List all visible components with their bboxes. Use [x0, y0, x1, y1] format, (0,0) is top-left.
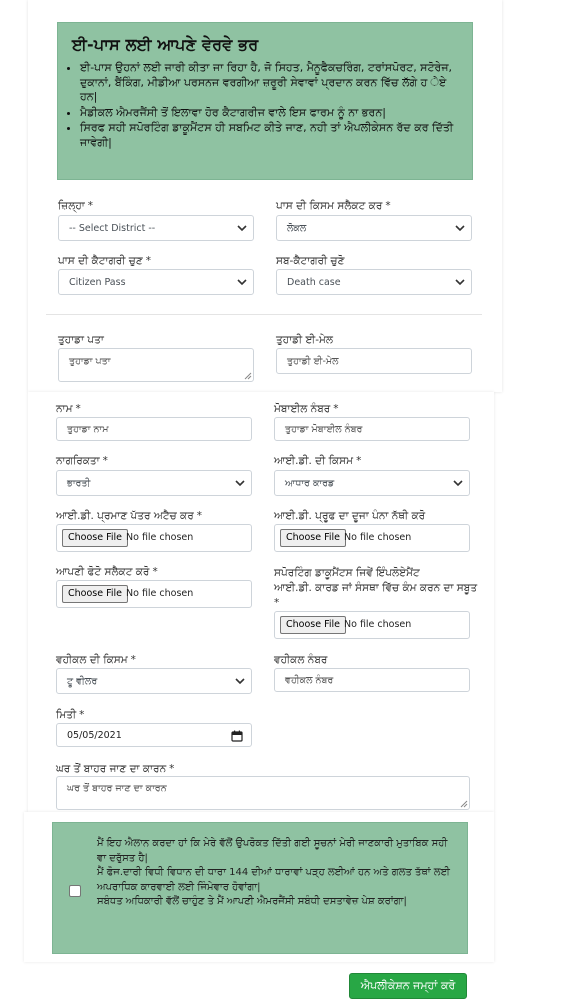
- notice-point: • ਸਿਰਫ ਸਹੀ ਸਪੋਰਟਿੰਗ ਡਾਕੂਮੈਂਟਸ ਹੀ ਸਬਮਿਟ ਕੀਤੇ ਜਾਣ, ਨਹੀ ਤਾਂ ਐਪਲੀਕੇਸਨ ਰੱਦ ਕਰ ਦਿੱਤੀ ਜਾਵੇਗੀ|: [80, 121, 466, 150]
- pass-type-label: ਪਾਸ ਦੀ ਕਿਸਮ ਸਲੈਕਟ ਕਰ *: [276, 200, 391, 212]
- vehicle-type-label: ਵਹੀਕਲ ਦੀ ਕਿਸਮ *: [56, 654, 136, 666]
- chevron-down-icon: [455, 277, 465, 287]
- pass-type-select-value: ਲੋਕਲ: [287, 223, 307, 234]
- pass-category-select[interactable]: [58, 269, 254, 295]
- date-label: ਮਿਤੀ *: [56, 709, 85, 721]
- section-divider: [46, 314, 482, 315]
- id-proof-file-input[interactable]: [56, 524, 252, 552]
- district-label: ਜ਼ਿਲ੍ਹਾ *: [58, 200, 94, 212]
- calendar-icon[interactable]: [231, 730, 243, 742]
- declaration-line: ਸਬੰਧਤ ਅਧਿਕਾਰੀ ਵੱਲੋਂ ਚਾਹੁੰਣ ਤੇ ਮੈਂ ਆਪਣੀ ਐਮਰਜੈਂਸੀ ਸਬੰਧੀ ਦਸਤਾਵੇਜ਼ ਪੇਸ਼ ਕਰਾਂਗਾ|: [97, 896, 407, 907]
- file-status: No file chosen: [126, 532, 194, 543]
- declaration-line: ਮੈਂ ਫੋਜ.ਦਾਰੀ ਵਿਧੀ ਵਿਧਾਨ ਦੀ ਧਾਰਾ 144 ਦੀਆਂ ਧਾਰਾਵਾਂ ਪੜ੍ਹ ਲਈਆਂ ਹਨ ਅਤੇ ਗਲਤ ਤੱਥਾਂ ਲਈ ਅਪਰਾਧਿਕ ਕਾਰਵਾਈ ਲਈ ਜਿੰਮੇਵਾਰ ਹੋਵਾਂਗਾ|: [97, 867, 450, 893]
- vehicle-type-select-value: ਟੂ ਵੀਲਰ: [67, 676, 98, 687]
- file-status: No file chosen: [126, 588, 194, 599]
- declaration-box: [52, 822, 468, 954]
- name-field[interactable]: [56, 417, 252, 441]
- id-back-label: ਆਈ.ਡੀ. ਪ੍ਰੂਫ ਦਾ ਦੂਜਾ ਪੰਨਾ ਨੱਥੀ ਕਰੋ: [274, 510, 426, 522]
- support-doc-label: ਸਪੋਰਟਿੰਗ ਡਾਕੂਮੈਂਟਸ ਜਿਵੇਂ ਇੰਪਲੋਏਮੈਂਟ ਆਈ.ਡੀ. ਕਾਰਡ ਜਾਂ ਸੰਸਥਾ ਵਿੱਚ ਕੰਮ ਕਰਨ ਦਾ ਸਬੂਤ *: [274, 567, 478, 609]
- submit-application-button[interactable]: ਐਪਲੀਕੇਸ਼ਨ ਜਮ੍ਹਾਂ ਕਰੋ: [349, 973, 467, 999]
- sub-category-select-value: Death case: [287, 277, 341, 288]
- choose-file-button[interactable]: Choose File: [280, 529, 346, 547]
- email-field[interactable]: [276, 348, 472, 374]
- chevron-down-icon: [237, 223, 247, 233]
- chevron-down-icon: [453, 478, 463, 488]
- sub-category-select[interactable]: [276, 269, 472, 295]
- date-value: 05/05/2021: [67, 730, 122, 741]
- notice-point: • ਮੈਡੀਕਲ ਐਮਰਜੈਂਸੀ ਤੋਂ ਇਲਾਵਾ ਹੋਰ ਕੈਟਾਗਰੀਜ ਵਾਲੇ ਇਸ ਫਾਰਮ ਨੂੰ ਨਾ ਭਰਨ|: [80, 106, 466, 121]
- choose-file-button[interactable]: Choose File: [62, 529, 128, 547]
- name-placeholder: ਤੁਹਾਡਾ ਨਾਮ: [67, 424, 109, 435]
- photo-label: ਆਪਣੀ ਫੋਟੋ ਸਲੈਕਟ ਕਰੋ *: [56, 566, 158, 578]
- reason-label: ਘਰ ਤੋਂ ਬਾਹਰ ਜਾਣ ਦਾ ਕਾਰਨ *: [56, 763, 175, 775]
- mobile-label: ਮੋਬਾਈਲ ਨੰਬਰ *: [274, 403, 339, 415]
- pass-type-select[interactable]: [276, 215, 472, 241]
- sub-category-label: ਸਬ-ਕੈਟਾਗਰੀ ਚੁਣੋ: [276, 255, 345, 267]
- vehicle-type-select[interactable]: [56, 668, 252, 694]
- file-status: No file chosen: [344, 619, 412, 630]
- vehicle-number-field[interactable]: [274, 668, 470, 692]
- pass-category-label: ਪਾਸ ਦੀ ਕੈਟਾਗਰੀ ਚੁਣ *: [58, 255, 151, 267]
- id-type-label: ਆਈ.ਡੀ. ਦੀ ਕਿਸਮ *: [274, 455, 362, 467]
- declaration-text: [97, 837, 457, 910]
- id-back-file-input[interactable]: [274, 524, 470, 552]
- photo-file-input[interactable]: [56, 580, 252, 608]
- choose-file-button[interactable]: Choose File: [62, 585, 128, 603]
- resize-handle-icon[interactable]: [244, 372, 252, 380]
- reason-textarea[interactable]: [56, 776, 470, 810]
- email-placeholder: ਤੁਹਾਡੀ ਈ-ਮੇਲ: [287, 356, 339, 367]
- id-type-select[interactable]: [274, 470, 470, 496]
- id-proof-label: ਆਈ.ਡੀ. ਪ੍ਰਮਾਣ ਪੱਤਰ ਅਟੈਚ ਕਰ *: [56, 510, 202, 522]
- file-status: No file chosen: [344, 532, 412, 543]
- vehicle-number-placeholder: ਵਹੀਕਲ ਨੰਬਰ: [285, 675, 334, 686]
- notice-point: • ਈ-ਪਾਸ ਉਹਨਾਂ ਲਈ ਜਾਰੀ ਕੀਤਾ ਜਾ ਰਿਹਾ ਹੈ, ਜੋ ਸਿਹਤ, ਮੈਨੂਫੈਕਚਰਿੰਗ, ਟਰਾਂਸਪੋਰਟ, ਸਟੋਰੇਜ, ਦੁਕਾਨਾਂ, ਬੈਂਕਿੰਗ, ਮੀਡੀਆ ਪਰਸਨਜ ਵਰਗੀਆ ਜ਼ਰੂਰੀ ਸੇਵਾਵਾਂ ਪ੍ਰਦਾਨ ਕਰਨ ਵਿੱਚ ਲੱਗੇ ਹ ੇਏ ਹਨ|: [80, 61, 466, 105]
- chevron-down-icon: [235, 478, 245, 488]
- notice-list: [64, 61, 466, 151]
- mobile-placeholder: ਤੁਹਾਡਾ ਮੋਬਾਈਲ ਨੰਬਰ: [285, 424, 363, 435]
- address-textarea[interactable]: [58, 348, 254, 382]
- citizenship-select-value: ਭਾਰਤੀ: [67, 478, 91, 489]
- pass-category-select-value: Citizen Pass: [69, 277, 126, 288]
- chevron-down-icon: [237, 277, 247, 287]
- name-label: ਨਾਮ *: [56, 403, 81, 415]
- instructions-notice: [57, 22, 473, 180]
- district-select-value: -- Select District --: [69, 223, 156, 234]
- citizenship-label: ਨਾਗਰਿਕਤਾ *: [56, 455, 108, 467]
- address-label: ਤੁਹਾਡਾ ਪਤਾ: [58, 334, 104, 346]
- resize-handle-icon[interactable]: [460, 800, 468, 808]
- reason-placeholder: ਘਰ ਤੋਂ ਬਾਹਰ ਜਾਣ ਦਾ ਕਾਰਨ: [67, 783, 167, 794]
- choose-file-button[interactable]: Choose File: [280, 616, 346, 634]
- email-label: ਤੁਹਾਡੀ ਈ-ਮੇਲ: [276, 334, 334, 346]
- chevron-down-icon: [455, 223, 465, 233]
- support-doc-file-input[interactable]: [274, 611, 470, 639]
- id-type-select-value: ਆਧਾਰ ਕਾਰਡ: [285, 478, 335, 489]
- citizenship-select[interactable]: [56, 470, 252, 496]
- address-placeholder: ਤੁਹਾਡਾ ਪਤਾ: [69, 356, 111, 367]
- chevron-down-icon: [235, 676, 245, 686]
- declaration-line: ਮੈਂ ਇਹ ਐਲਾਨ ਕਰਦਾ ਹਾਂ ਕਿ ਮੇਰੇ ਵੱਲੋਂ ਉਪਰੋਕਤ ਦਿੱਤੀ ਗਈ ਸੂਚਨਾਂ ਮੇਰੀ ਜਾਣਕਾਰੀ ਮੁਤਾਬਿਕ ਸਹੀ ਵਾ ਦਰੁੱਸਤ ਹੈ|: [97, 838, 448, 864]
- date-field[interactable]: [56, 723, 252, 747]
- declaration-checkbox[interactable]: [69, 885, 81, 897]
- notice-title: ਈ-ਪਾਸ ਲਈ ਆਪਣੇ ਵੇਰਵੇ ਭਰ: [72, 35, 259, 54]
- district-select[interactable]: [58, 215, 254, 241]
- vehicle-number-label: ਵਹੀਕਲ ਨੰਬਰ: [274, 654, 328, 666]
- mobile-field[interactable]: [274, 417, 470, 441]
